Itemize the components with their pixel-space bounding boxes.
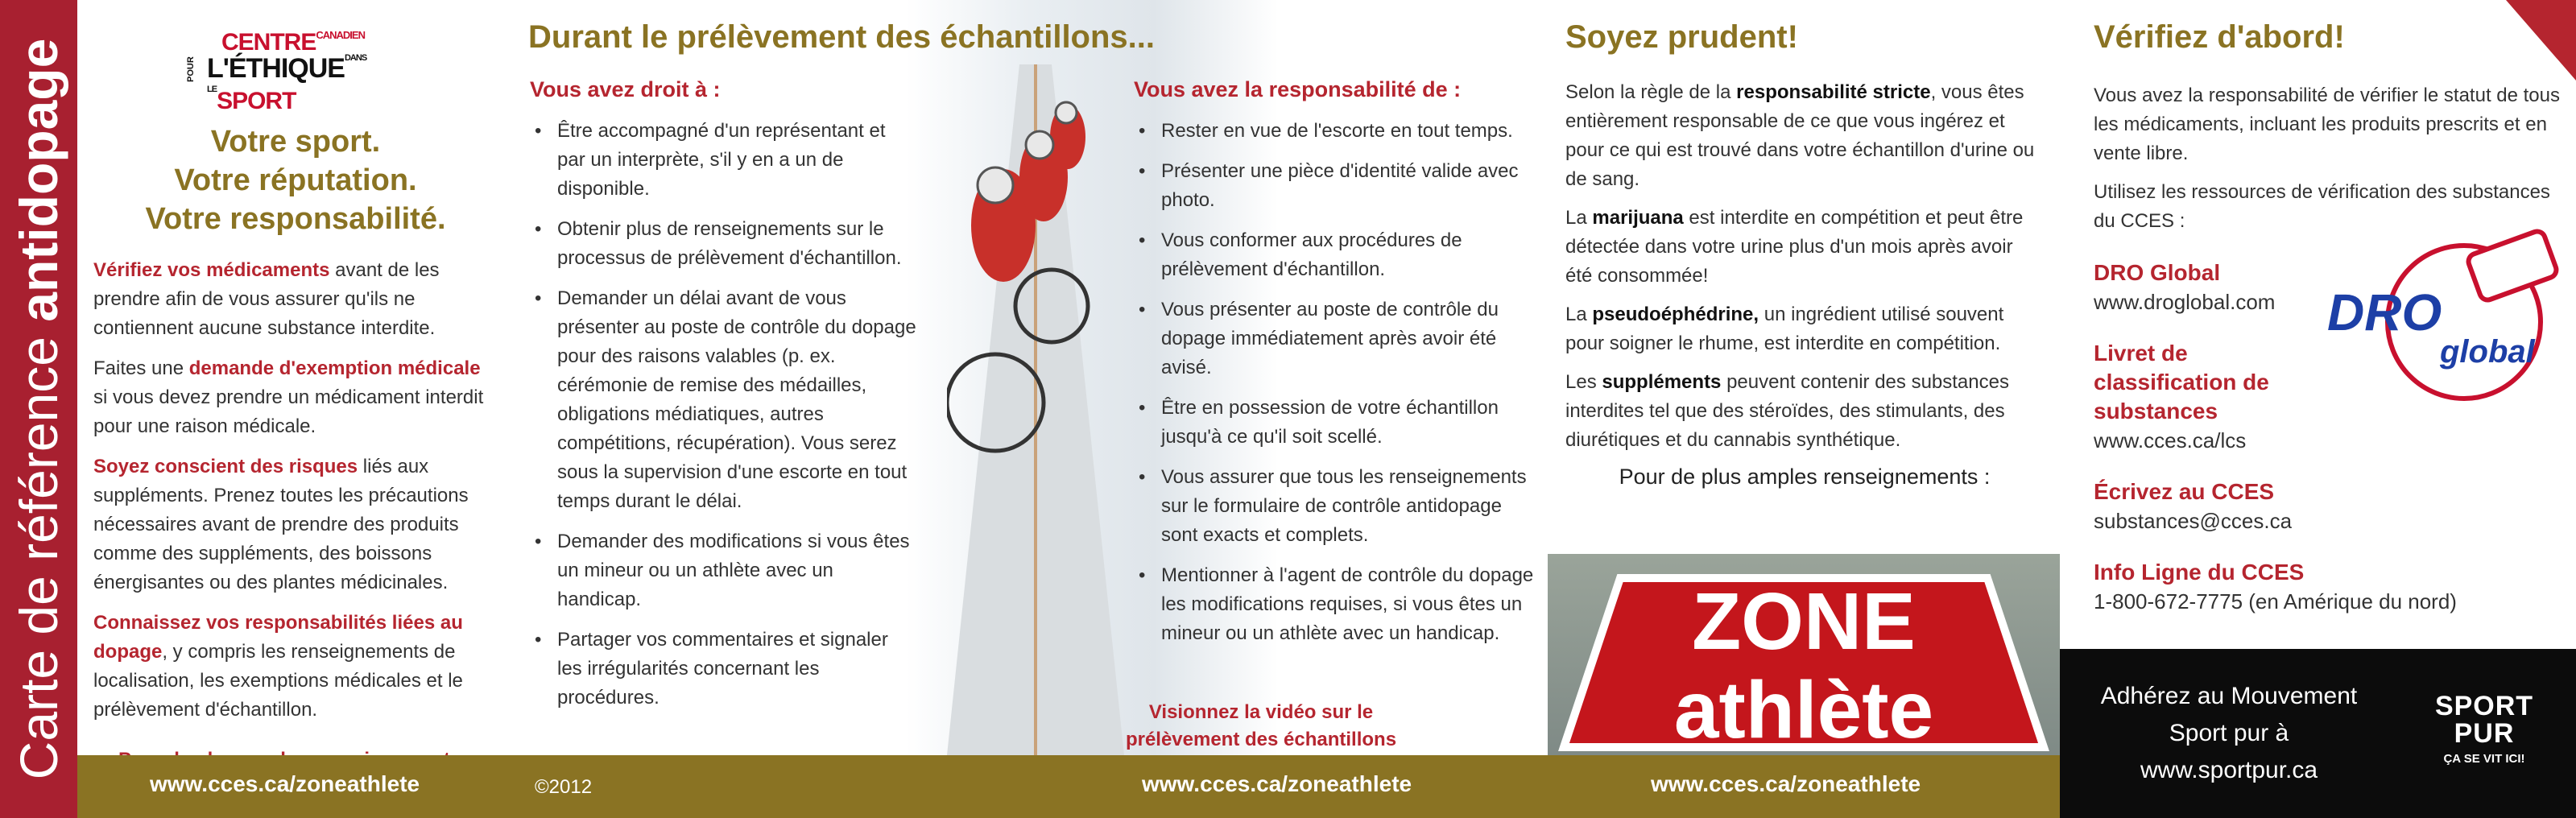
caution-paragraph: La marijuana est interdite en compétition et peut être détectée dans votre urine plus d'un mois après avoir été consommée! [1565, 207, 2024, 287]
intro-paragraph: Connaissez vos responsabilités liées au dopage, y compris les renseignements de localisation, les exemptions médicales et le prélèvement d'échantillon. [93, 612, 463, 721]
resource-link[interactable]: www.cces.ca/lcs [2094, 428, 2247, 452]
panel-sample-collection [512, 0, 1548, 755]
resource-link[interactable]: www.droglobal.com [2094, 290, 2276, 314]
resource-email[interactable]: Écrivez au CCES substances@cces.ca [2094, 477, 2560, 535]
panel-title: Durant le prélèvement des échantillons... [528, 19, 1156, 55]
intro-paragraph: Faites une demande d'exemption médicale si vous devez prendre un médicament interdit pour une raison médicale. [93, 357, 484, 437]
panel-title: Soyez prudent! [1565, 19, 1798, 55]
resource-link[interactable]: 1-800-672-7775 (en Amérique du nord) [2094, 589, 2457, 614]
panel-title: Vérifiez d'abord! [2094, 19, 2345, 55]
slogan: Votre sport. Votre réputation. Votre responsabilité. [145, 125, 446, 236]
intro-paragraph: Soyez conscient des risques liés aux suppléments. Prenez toutes les précautions nécessaires avant de prendre des produits comme des suppléments, des boissons énergisantes ou des plantes médicinales. [93, 456, 469, 593]
resource-link[interactable]: substances@cces.ca [2094, 509, 2293, 533]
side-tab [0, 0, 77, 818]
resource-phone[interactable]: Info Ligne du CCES 1-800-672-7775 (en Amérique du nord) [2094, 558, 2560, 616]
rights-list [530, 117, 916, 713]
list-item: • Demander un délai avant de vous présenter au poste de contrôle du dopage pour des raisons valables (p. ex. cérémonie de remise des médailles, obligations médiatiques, autres compétitions, récupération). Vous serez sous la supervision d'une escorte en tout temps durant le délai. [530, 284, 916, 516]
intro-paragraph: Vérifiez vos médicaments avant de les prendre afin de vous assurer qu'ils ne contiennent aucune substance interdite. [93, 259, 440, 339]
list-item: • Obtenir plus de renseignements sur le processus de prélèvement d'échantillon. [530, 215, 916, 273]
side-tab-title: Carte de référence antidopage [9, 38, 68, 780]
zone-athlete-sign [1548, 554, 2060, 755]
panel-intro [77, 0, 512, 755]
caution-paragraph: Selon la règle de la responsabilité stricte, vous êtes entièrement responsable de ce que vous ingérez et pour ce qui est trouvé dans votre échantillon d'urine ou de sang. [1565, 81, 2035, 190]
global-text: global [2440, 334, 2535, 370]
rights-column [530, 77, 916, 724]
list-item: • Mentionner à l'agent de contrôle du dopage les modifications requises, si vous êtes un mineur ou un athlète avec un handicap. [1134, 561, 1536, 648]
footer-link[interactable]: www.cces.ca/zoneathlete [150, 771, 420, 796]
list-item: • Présenter une pièce d'identité valide avec photo. [1134, 157, 1536, 215]
list-item: • Rester en vue de l'escorte en tout temps. [1134, 117, 1536, 146]
caution-paragraph: La pseudoéphédrine, un ingrédient utilisé souvent pour soigner le rhume, est interdite en compétition. [1565, 304, 2004, 354]
verify-paragraph: Vous avez la responsabilité de vérifier le statut de tous les médicaments, incluant les produits prescrits et en vente libre. [2094, 85, 2560, 164]
join-text[interactable]: Adhérez au Mouvement Sport pur à www.sportpur.ca [2100, 683, 2358, 783]
dro-text: DRO [2327, 283, 2442, 341]
duties-list [1134, 117, 1536, 648]
footer-link[interactable]: www.cces.ca/zoneathlete [1142, 771, 1412, 796]
duties-column [1134, 77, 1536, 659]
list-item: • Partager vos commentaires et signaler les irrégularités concernant les procédures. [530, 626, 916, 713]
cces-logo: $CENTRE^{CANADIEN}$ POUR $L'ÉTHIQUE^{DANS LE}SPORT$ [186, 29, 367, 114]
sign-shape [1548, 554, 2060, 755]
list-item: • Être en possession de votre échantillon jusqu'à ce qu'il soit scellé. [1134, 394, 1536, 452]
list-item: • Vous conformer aux procédures de prélèvement d'échantillon. [1134, 226, 1536, 284]
verify-paragraph: Utilisez les ressources de vérification des substances du CCES : [2094, 181, 2550, 232]
corner-flag [2506, 0, 2576, 81]
sport-pur-logo: SPORT PUR ÇA SE VIT ICI! [2434, 691, 2534, 766]
rights-heading: Vous avez droit à : [530, 77, 721, 101]
more-info-label: Pour de plus amples renseignements : [1619, 465, 1991, 489]
cyclists-photo [947, 64, 1124, 755]
duties-heading: Vous avez la responsabilité de : [1134, 77, 1462, 101]
list-item: • Être accompagné d'un représentant et par un interprète, s'il y en a un de disponible. [530, 117, 916, 204]
dro-global-logo [2319, 225, 2561, 411]
sport-pur-banner [2060, 649, 2576, 818]
resource-dro[interactable]: DRO Global www.droglobal.com [2094, 258, 2560, 316]
resource-booklet[interactable]: Livret de classification de substances www.cces.ca/lcs [2094, 339, 2560, 455]
copyright: ©2012 [535, 776, 593, 798]
list-item: • Vous assurer que tous les renseignements sur le formulaire de contrôle antidopage sont exacts et complets. [1134, 463, 1536, 550]
caution-paragraph: Les suppléments peuvent contenir des substances interdites tel que des stéroïdes, des stimulants, des diurétiques et du cannabis synthétique. [1565, 371, 2009, 451]
sign-line2: athlète [1673, 665, 1934, 755]
footer-link[interactable]: www.cces.ca/zoneathlete [1651, 771, 1921, 796]
video-label: Visionnez la vidéo sur le prélèvement des échantillons [1125, 701, 1397, 750]
sign-line1: ZONE [1692, 576, 1916, 667]
list-item: • Vous présenter au poste de contrôle du dopage immédiatement après avoir été avisé. [1134, 295, 1536, 382]
list-item: • Demander des modifications si vous êtes un mineur ou un athlète avec un handicap. [530, 527, 916, 614]
